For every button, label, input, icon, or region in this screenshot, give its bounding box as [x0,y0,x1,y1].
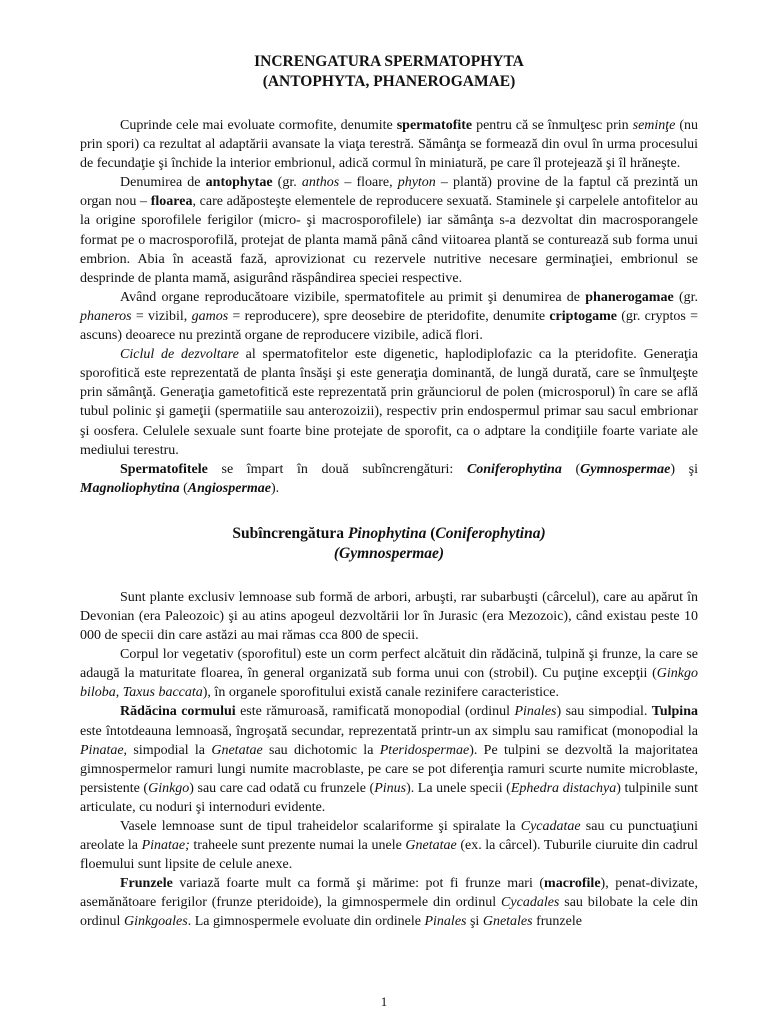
text-run: , simpodial la [123,742,212,758]
section-title-line-2 [80,544,698,564]
text-run: este întotdeauna lemnoasă, îngroşată secundar, reprezentată printr-un ax simplu sau ramificat (monopodial la [80,723,698,739]
intro-paragraph-4 [80,345,698,460]
text-run: seminţe [632,118,676,133]
text-run: (ex. la cârcel). Tuburile ciuruite din cadrul floemului sunt lipsite de celule anexe. [80,838,699,873]
text-run: Frunzele [120,876,173,892]
section-paragraph-3 [80,702,698,817]
text-run: – plantă) provine de la faptul că prezintă un organ nou – [80,175,698,210]
text-run: Spermatofitele [120,461,208,477]
text-run: Pinophytina [347,524,427,542]
section-paragraph-4 [80,817,698,874]
title-line-1: INCRENGATURA SPERMATOPHYTA [254,53,524,70]
intro-paragraph-5 [80,460,698,498]
document-title [80,52,698,92]
section-paragraph-5 [80,874,698,931]
text-run: variază foarte mult ca formă şi mărime: pot fi frunze mari ( [172,876,545,892]
text-run [467,462,562,477]
text-run: Magnoliophytina [80,480,180,496]
text-run: (gr. [272,175,302,191]
text-run: Tulpina [651,704,698,720]
intro-paragraph-2 [80,173,698,288]
text-run: ), penat-divizate, asemănătoare ferigilor (frunze pteridoide), la gimnospermele din ordinul [80,876,699,911]
text-run: criptogame [549,308,617,324]
text-run: ). La unele specii ( [406,780,511,796]
section-paragraph-1 [80,588,698,645]
text-run: Coniferophytina) [435,524,546,542]
text-run: pentru că se înmulţesc prin [472,118,633,133]
text-run: ). Pe tulpini se dezvoltă la majoritatea gimnospermelor ramuri lungi numite macroblaste, pe care se pot diferenţia ramuri scurte numite microblaste, persistente ( [80,742,699,796]
text-run: spermatofite [396,118,473,133]
text-run: Ginkgoales [123,914,188,930]
text-run: traheele sunt prezente numai la unele [189,838,406,854]
text-run: sau cu punctuaţiuni areolate la [80,819,698,854]
text-run: Pinales [514,704,557,720]
text-run: Cycadales [501,895,560,911]
text-run: Pinatae [80,742,124,758]
text-run: ( [561,461,581,477]
text-run: (Gymnospermae) [333,544,445,562]
text-run: macrofile [544,876,601,892]
text-run: (gr. [673,289,698,305]
text-run: (nu prin spori) ca rezultat al adaptării avansate la viaţa terestră. Sămânţa se formează din ovul în urma procesului de fecundaţie şi închide la interior embrionul, adică cormul în miniatură, pe care îl protejează şi îl hrăneşte. [80,118,698,172]
section-paragraph-2 [80,645,698,702]
text-run: Taxus baccata [122,685,203,701]
text-run: ( [426,524,436,542]
section-heading [80,524,698,564]
text-run [188,481,271,496]
text-run: Gnetatae [211,742,263,758]
text-run: Ciclul de dezvoltare [120,347,239,363]
text-run: antophytae [205,175,273,191]
text-run: ), în organele sporofitului există canale rezinifere caracteristice. [202,685,559,701]
text-run: Pinatae; [141,838,190,854]
text-run: Pteridospermae [379,742,470,758]
text-run: , [115,685,123,701]
section-title-line-1 [80,524,698,544]
text-run: şi [466,914,483,930]
text-run: ) sau care cad odată cu frunzele ( [189,780,375,796]
text-run: Corpul lor vegetativ (sporofitul) este un corm perfect alcătuit din rădăcină, tulpină şi frunze, la care se adaugă la maturitate floarea, în general organizată sub forma unui con (strobil). Cu puţine excepţii ( [80,647,698,682]
text-run: (gr. cryptos = ascuns) deoarece nu prezintă organe de reproducere vizibile, adică flori. [80,308,698,344]
text-run: ( [179,480,188,496]
text-run: , care adăposteşte elementele de reproducere sexuată. Staminele şi carpelele antofitelor au la origine sporofilele ferigilor (micro- şi macrosporofilele) iar sămânţa s-a dezvoltat din macrosporangele format pe o macrosporofilă, protejat de planta mamă până când viitoarea plantă se conturează sub forma unui embrion. Abia în această fază, aprovizionat cu rezervele nutritive necesare germinaţiei, embrionul se desprinde de planta mamă, asigurând răspândirea speciei respective. [80,194,699,286]
text-run: Coniferophytina [466,461,562,477]
text-run [580,462,670,477]
text-run: Vasele lemnoase sunt de tipul traheidelor scalariforme şi spiralate la [120,819,521,834]
text-run: = vizibil, [131,308,192,324]
text-run: phyton [397,175,436,191]
text-run: este rămuroasă, ramificată monopodial (ordinul [235,704,515,720]
text-run: Pinus [374,780,407,796]
text-run: sau dichotomic la [262,742,380,758]
document-page [80,52,698,932]
page-number: 1 [380,994,388,1009]
text-run: Denumirea de [120,175,206,191]
text-run: Sunt plante exclusiv lemnoase sub formă de arbori, arbuşti, rar subarbuşti (cârcelul), care au apărut în Devonian (era Paleozoic) şi au atins apogeul dezvoltării lor în Jurasic (era Mezozoic), când existau peste 10 000 de specii din care astăzi au mai rămas cca 800 de specii. [80,589,698,644]
text-run: Ephedra distachya [510,780,617,796]
text-run: ). [271,480,280,496]
text-run: floarea [150,194,193,210]
text-run: Ginkgo biloba [80,666,698,701]
text-run: Ginkgo [148,780,190,796]
text-run: sau bilobate la cele din ordinul [80,895,698,930]
text-run: = reproducere), spre deosebire de pteridofite, denumite [228,308,550,324]
text-run: Având organe reproducătoare vizibile, spermatofitele au primit şi denumirea de [120,289,586,305]
intro-paragraph-1 [80,116,698,173]
text-run: Gnetatae [405,838,457,854]
text-run: . La gimnospermele evoluate din ordinele [187,914,425,930]
text-run: ) şi [670,461,698,477]
text-run: Cuprinde cele mai evoluate cormofite, denumite [120,118,397,133]
text-run [80,481,180,496]
text-run: se împart în două subîncrengături: [207,461,467,477]
text-run: Gnetales [482,914,533,930]
text-run: gamos [191,308,229,324]
intro-paragraph-3 [80,288,698,345]
text-run: Angiospermae [187,480,271,496]
text-run: frunzele [532,914,582,930]
text-run: ) tulpinile sunt articulate, cu noduri şi internoduri evidente. [80,780,698,815]
text-run: Cycadatae [520,819,581,834]
text-run: Rădăcina cormului [120,704,236,720]
text-run: – floare, [339,175,398,191]
text-run: Pinales [424,914,467,930]
title-line-2: (ANTOPHYTA, PHANEROGAMAE) [262,73,516,90]
text-run: anthos [301,175,340,191]
text-run: al spermatofitelor este digenetic, haplodiplofazic ca la pteridofite. Generaţia sporofitică este reprezentată de planta însăşi şi este generaţia dominantă, de lungă durată, care se înmulţeşte prin sămânţă. Generaţia gametofitică este reprezentată prin grăunciorul de polen (microsporul) în care se află tubul polinic şi gameţii (spermatiile sau anterozoizii), respectiv prin endospermul primar sau sacul embrionar şi oosfera. Celulele sexuale sunt foarte bine protejate de sporofit, ca o adptare la condiţiile foarte variate ale mediului terestru. [80,347,699,458]
text-run: Subîncrengătura [232,524,348,542]
text-run: phanerogamae [585,289,674,305]
text-run: Gymnospermae [580,461,671,477]
text-run: phaneros [80,308,132,324]
text-run: ) sau simpodial. [556,704,652,720]
